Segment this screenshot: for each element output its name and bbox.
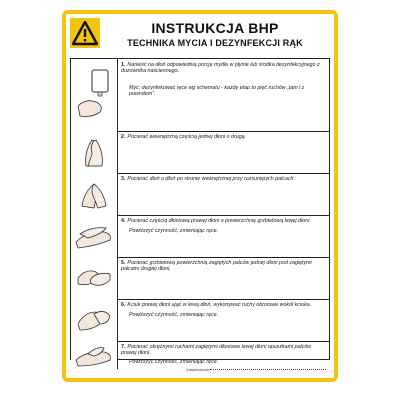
step-number: 1.: [121, 62, 126, 68]
hands-locked-fingers-icon: [74, 260, 114, 296]
step-number: 2.: [121, 134, 126, 140]
step-illustration: [71, 173, 118, 215]
step-number: 5.: [121, 260, 126, 266]
step-text: Kciuk prawej dłoni ująć w lewą dłoń, wykonywać ruchy obrotowe wokół kciuka.: [127, 302, 312, 308]
step-text: Pocierać okrężnymi ruchami zagiętymi dłoniowe lewej dłoni opuszkami palców prawej dłoni.: [121, 344, 312, 357]
step-extra: Powtórzyć czynność, zmieniając ręce.: [129, 358, 219, 365]
step-row: [71, 341, 329, 369]
soap-dispenser-icon: [74, 62, 114, 126]
sheet-title: INSTRUKCJA BHP: [151, 20, 279, 36]
step-text: Pocierać grzbietową powierzchnią zagiętych palców jednej dłoni pod zagiętymi palcami drugiej dłoni.: [121, 260, 312, 273]
step-illustration: [71, 59, 118, 131]
step-row: [71, 173, 329, 216]
step-extra: Powtórzyć czynność, zmieniając ręce.: [129, 228, 219, 235]
step-extra: Myć, dezynfekować ręce wg schematu - każdy etap to pięć ruchów „tam i z powrotem”.: [129, 84, 305, 97]
hand-over-back-icon: [74, 218, 114, 254]
step-number: 7.: [121, 344, 126, 350]
step-illustration: [71, 341, 118, 369]
step-text: Nanieść na dłoń odpowiednią porcję mydła w płynie lub środka dezynfekcyjnego z dozownika naściennego.: [121, 62, 320, 75]
step-illustration: [71, 257, 118, 299]
thumb-rotation-icon: [74, 302, 114, 338]
step-text: Pocierać dłoń o dłoń po stronie wewnętrznej przy rozsuniętych palcach.: [127, 176, 295, 182]
step-text: Pocierać częścią dłoniową prawej dłoni o powierzchnię grzbietową lewej dłoni.: [127, 218, 311, 224]
step-illustration: [71, 131, 118, 173]
sheet-header: [100, 18, 330, 58]
hands-interlaced-fingers-icon: [74, 176, 114, 212]
step-number: 4.: [121, 218, 126, 224]
step-row: [71, 59, 329, 132]
step-row: [71, 299, 329, 342]
warning-sign: [70, 18, 100, 48]
sheet-subtitle: TECHNIKA MYCIA I DEZYNFEKCJI RĄK: [127, 38, 303, 48]
step-row: [71, 215, 329, 258]
step-row: [71, 257, 329, 300]
step-extra: Powtórzyć czynność, zmieniając ręce.: [129, 312, 219, 319]
hands-palm-to-palm-icon: [74, 134, 114, 170]
instruction-sheet: [62, 10, 338, 382]
steps-table: [70, 58, 330, 365]
fingertips-on-palm-icon: [74, 344, 114, 368]
step-number: 6.: [121, 302, 126, 308]
step-illustration: [71, 299, 118, 341]
step-illustration: [71, 215, 118, 257]
approval-label: Zatwierdzam:: [186, 367, 211, 372]
signature-line: [210, 369, 326, 370]
step-row: [71, 131, 329, 174]
step-number: 3.: [121, 176, 126, 182]
warning-triangle-icon: [70, 18, 100, 48]
step-text: Pocierać wewnętrzną częścią jednej dłoni o drugą.: [127, 134, 247, 140]
